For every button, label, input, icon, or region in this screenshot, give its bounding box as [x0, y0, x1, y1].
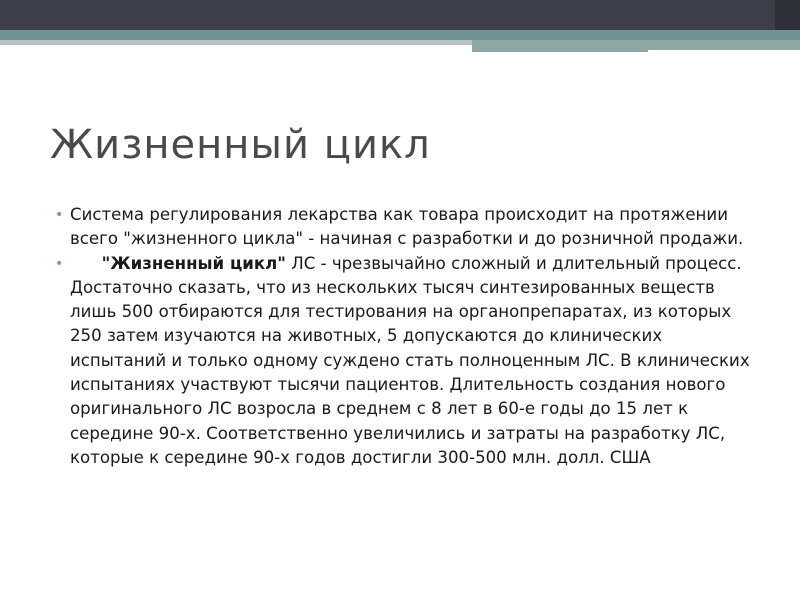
- bullet-list: [55, 203, 755, 470]
- header-banner-dark: [0, 0, 800, 30]
- header-banner-corner: [775, 0, 800, 30]
- bullet-icon: •: [55, 255, 64, 272]
- bullet-text-1: Система регулирования лекарства как товара происходит на протяжении всего "жизненного цикла" - начиная с разработки и до розничной продажи.: [70, 205, 744, 249]
- slide-title: Жизненный цикл: [50, 122, 431, 168]
- bullet-item-1: [55, 203, 755, 252]
- bullet-item-2: [55, 252, 755, 471]
- header-stripe-left: [0, 40, 472, 45]
- bullet-text-2: ЛС - чрезвычайно сложный и длительный процесс. Достаточно сказать, что из нескольких тысяч синтезированных веществ лишь 500 отбираются для тестирования на органопрепаратах, из которых 250 затем изучаются на животных, 5 допускаются до клинических испытаний и только одному суждено стать полноценным ЛС. В клинических испытаниях участвуют тысячи пациентов. Длительность создания нового оригинального ЛС возросла в среднем с 8 лет в 60-е годы до 15 лет к середине 90-х. Соответственно увеличились и затраты на разработку ЛС, которые к середине 90-х годов достигли 300-500 млн. долл. США: [70, 253, 750, 467]
- bullet-lead-term: Жизненный цикл: [110, 253, 278, 273]
- bullet-lead-quote-close: ": [277, 253, 286, 273]
- header-stripe-line: [648, 50, 800, 53]
- bullet-lead-quote-open: ": [101, 253, 111, 273]
- bullet-icon: •: [55, 207, 64, 223]
- header-banner-teal: [0, 30, 800, 40]
